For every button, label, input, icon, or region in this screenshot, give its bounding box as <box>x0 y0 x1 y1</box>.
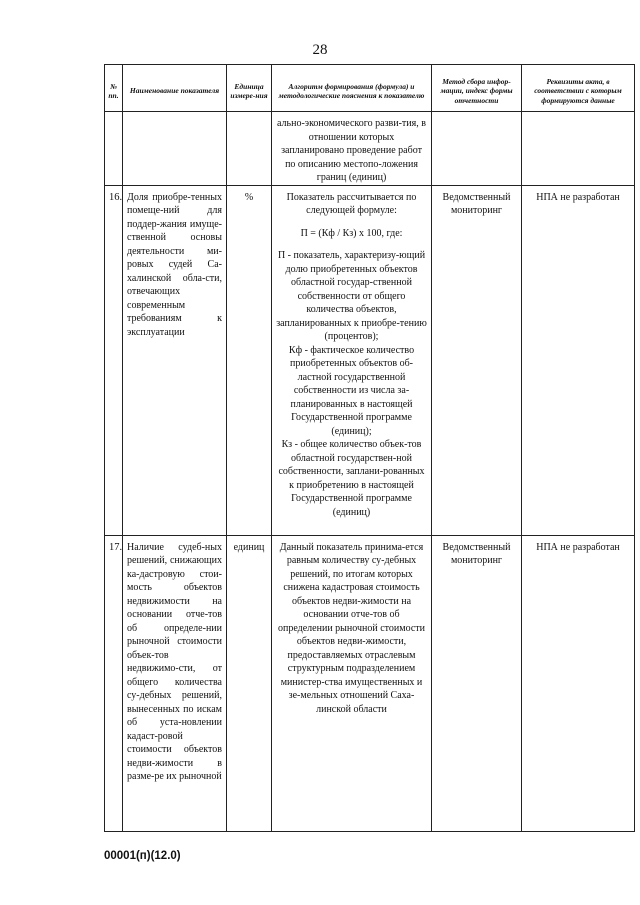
row-unit: % <box>227 185 272 535</box>
header-unit: Единица измере-ния <box>227 65 272 112</box>
header-num: № пп. <box>105 65 123 112</box>
header-name: Наименование показателя <box>123 65 227 112</box>
row-num: 16. <box>105 185 123 535</box>
table-row <box>105 535 635 831</box>
row-algorithm <box>272 185 432 535</box>
row-method: Ведомственный мониторинг <box>432 185 522 535</box>
indicator-table <box>104 64 635 832</box>
row-unit <box>227 112 272 186</box>
header-requisites: Реквизиты акта, в соответствии с которым формируются данные <box>522 65 635 112</box>
table-row <box>105 185 635 535</box>
row-method: Ведомственный мониторинг <box>432 535 522 831</box>
row-num: 17. <box>105 535 123 831</box>
row-requisites: НПА не разработан <box>522 185 635 535</box>
table-row <box>105 112 635 186</box>
row-num <box>105 112 123 186</box>
algorithm-text: ально-экономического разви-тия, в отношении которых запланировано проведение работ по описанию местопо-ложения границ (единиц) <box>277 118 426 183</box>
row-method <box>432 112 522 186</box>
table-header-row <box>105 65 635 112</box>
header-method: Метод сбора инфор-мации, индекс формы отчетности <box>432 65 522 112</box>
row-algorithm <box>272 535 432 831</box>
row-name: Наличие судеб-ных решений, снижающих ка-дастровую стои-мость объектов недвижимости на основании отче-тов об определе-нии рыночной стоимости объек-тов недвижимо-сти, от общего количества су-дебных решений, вынесенных по искам об уста-новлении кадаст-ровой стоимости объектов недви-жимости в разме-ре их рыночной <box>123 535 227 831</box>
document-code: 00001(п)(12.0) <box>104 850 181 862</box>
algorithm-intro: Показатель рассчитывается по следующей формуле: <box>286 191 417 216</box>
row-algorithm <box>272 112 432 186</box>
algorithm-text: Данный показатель принима-ется равным количеству су-дебных решений, по итогам которых снижена кадастровая стоимость объектов недви-жимости на основании отче-тов об определении рыночной стоимости объектов недви-жимости, предоставляемых отраслевым структурным подразделением министер-ства имущественных и зе-мельных отношений Саха-линской области <box>278 541 425 715</box>
row-unit: единиц <box>227 535 272 831</box>
page-number: 28 <box>312 42 328 58</box>
row-requisites: НПА не разработан <box>522 535 635 831</box>
algorithm-definition: П - показатель, характеризу-ющий долю приобретенных объектов областной государ-ственной собственности от общего количества объектов, запланированных к приобре-тению (процентов); <box>276 250 427 342</box>
algorithm-definition: Кз - общее количество объек-тов областной государствен-ной собственности, заплани-рованных к приобретению в настоящей Государственной программе (единиц) <box>278 439 425 518</box>
header-algorithm: Алгоритм формирования (формула) и методологические пояснения к показателю <box>272 65 432 112</box>
row-requisites <box>522 112 635 186</box>
row-name <box>123 112 227 186</box>
row-name: Доля приобре-тенных помеще-ний для поддер-жания имуще-ственной основы деятельности ми-ровых судей Са-халинской обла-сти, отвечающих современным требованиям к эксплуатации <box>123 185 227 535</box>
algorithm-definition: Кф - фактическое количество приобретенных объектов об-ластной государственной собственности из числа за-планированных в настоящей Государственной программе (единиц); <box>288 344 415 437</box>
algorithm-formula: П = (Кф / Кз) х 100, где: <box>300 227 403 239</box>
